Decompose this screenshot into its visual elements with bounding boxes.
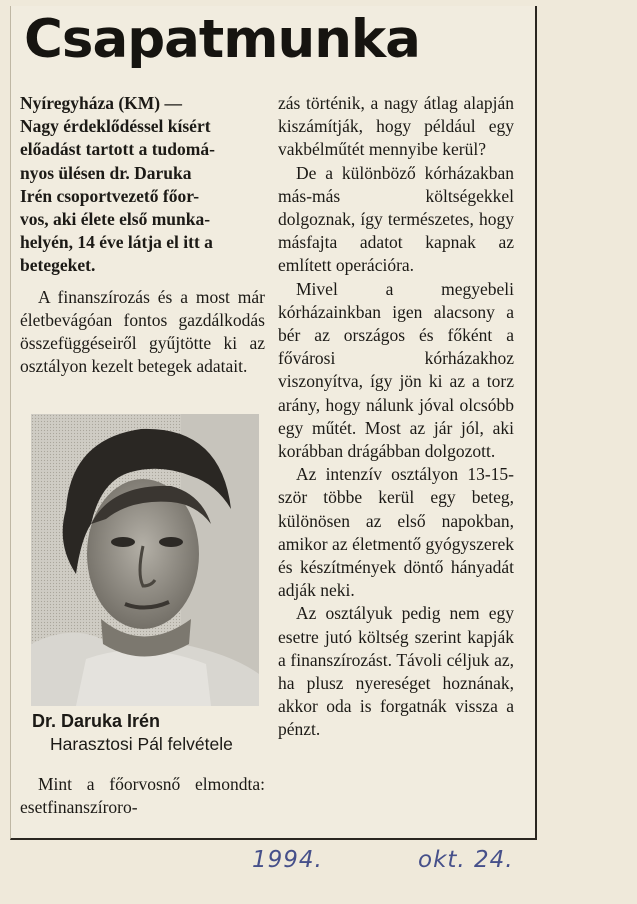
body-paragraph: Mint a főorvosnő elmondta: esetfinanszíroro- <box>20 774 265 818</box>
photo-caption-credit: Harasztosi Pál felvétele <box>50 734 233 754</box>
lead-line: vos, aki élete első munka- <box>20 209 211 230</box>
lead-line: helyén, 14 éve látja el itt a <box>20 232 213 253</box>
lead-paragraph <box>20 92 265 278</box>
body-paragraph: Az osztályuk pedig nem egy esetre jutó költség szerint kapják a finanszírozást. Távoli céljuk az, ha plusz nyereséget hoznának, akkor oda is forgatnák vissza a pénzt. <box>278 603 514 740</box>
lead-line: Nyíregyháza (KM) — <box>20 93 183 113</box>
body-paragraph: zás történik, a nagy átlag alapján kiszámítják, hogy például egy vakbélműtét mennyibe kerül? <box>278 93 514 160</box>
right-column <box>278 92 514 742</box>
body-paragraph: Az intenzív osztályon 13-15-ször többe kerül egy beteg, különösen az első napokban, amikor az életmentő gyógyszerek és készítmények döntő hányadát adják neki. <box>278 464 514 601</box>
lead-line: betegeket. <box>20 255 96 276</box>
portrait-image <box>31 414 259 706</box>
body-paragraph: A finanszírozás és a most már életbevágóan fontos gazdálkodás összefüggéseiről gyűjtötte ki az osztályon kezelt betegek adatait. <box>20 286 265 377</box>
headline: Csapatmunka <box>24 9 420 70</box>
photo-caption-name: Dr. Daruka Irén <box>32 711 161 731</box>
body-paragraph: De a különböző kórházakban más-más költségekkel dolgoznak, így természetes, hogy másfajta adatot kapnak az említett operációra. <box>278 162 514 276</box>
body-paragraph: Mivel a megyebeli kórházainkban igen alacsony a bér az országos és főként a fővárosi kórházakhoz viszonyítva, így jön ki az a torz arány, hogy nálunk jóval olcsóbb egy műtét. Most az jár jól, aki korábban drágábban dolgozott. <box>278 278 514 462</box>
portrait-photo <box>31 414 259 706</box>
left-column <box>20 92 265 378</box>
handwritten-day: okt. 24. <box>418 847 514 873</box>
lead-line: nyos ülésen dr. Daruka <box>20 162 192 183</box>
lead-line: Nagy érdeklődéssel kísért <box>20 116 211 137</box>
handwritten-year: 1994. <box>252 847 323 873</box>
lead-line: Irén csoportvezető főor- <box>20 185 200 206</box>
lead-line: előadást tartott a tudomá- <box>20 139 215 160</box>
